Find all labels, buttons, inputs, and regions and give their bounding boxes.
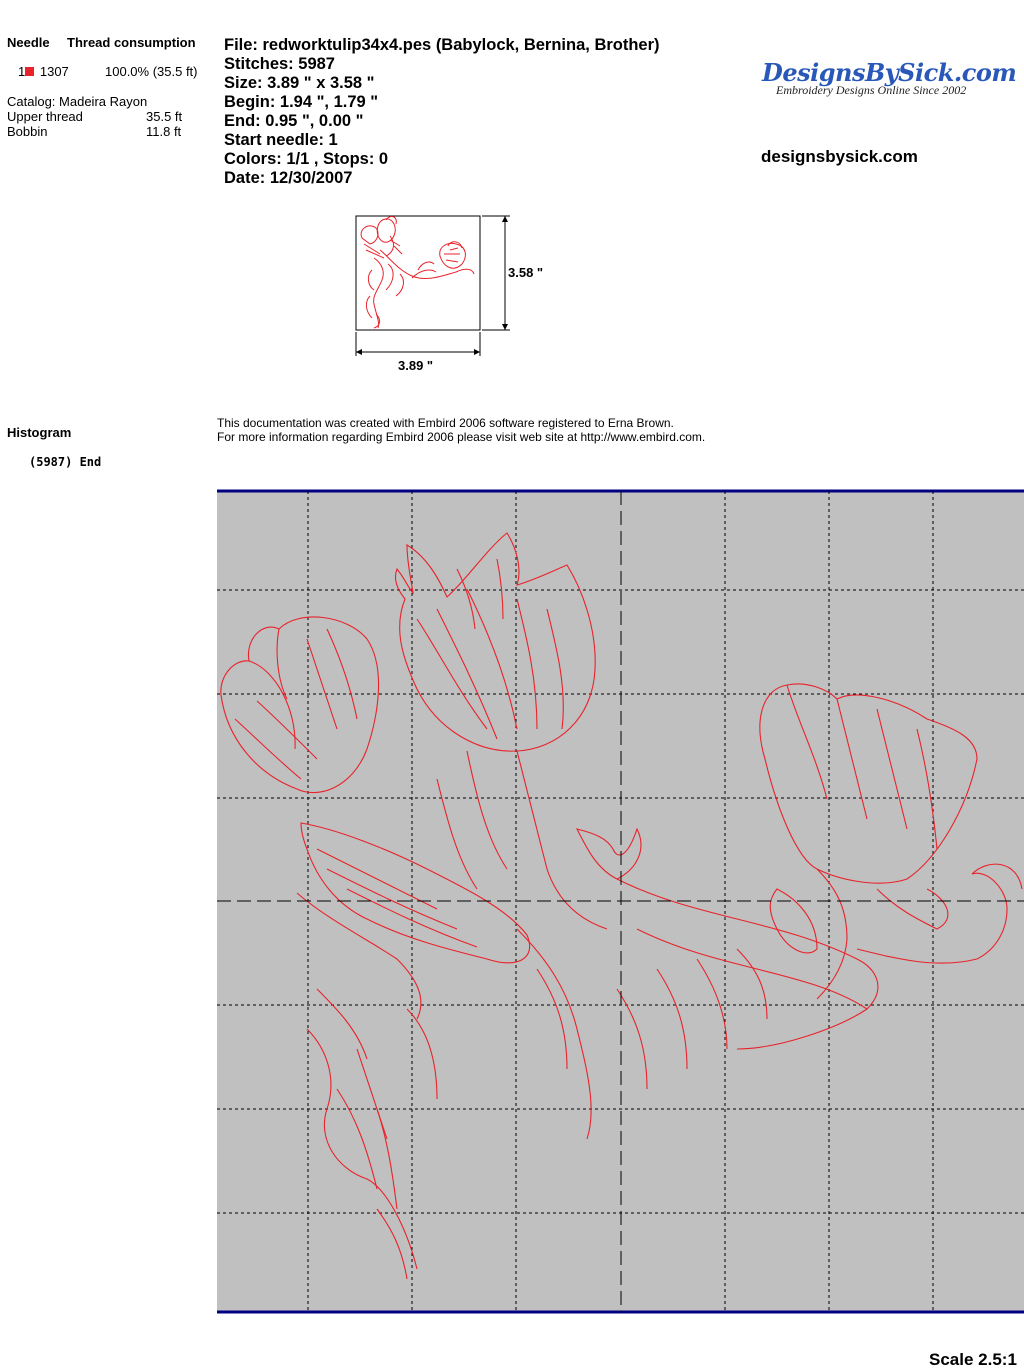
colors-line: Colors: 1/1 , Stops: 0 [224,150,389,168]
scale-label: Scale 2.5:1 [929,1350,1017,1369]
upper-thread-label: Upper thread [7,109,83,124]
website-label[interactable]: designsbysick.com [761,147,918,166]
designsbysick-logo [762,58,1016,98]
date-line: Date: 12/30/2007 [224,169,353,187]
thread-consumption-value: 100.0% (35.5 ft) [105,64,198,79]
thread-consumption-header: Thread consumption [67,35,196,50]
histogram-entry: (5987) End [29,455,102,469]
logo-text: DesignsBySick.com [762,58,1017,87]
thread-row [18,64,69,79]
needle-header: Needle [7,35,50,50]
thread-color-swatch [25,67,34,76]
start-needle-line: Start needle: 1 [224,131,338,149]
begin-line: Begin: 1.94 ", 1.79 " [224,93,379,111]
upper-thread-value: 35.5 ft [146,109,183,124]
thumbnail-height-label: 3.58 " [508,265,544,280]
embird-note-line-1: This documentation was created with Embird 2006 software registered to Erna Brown. [217,416,674,430]
file-line: File: redworktulip34x4.pes (Babylock, Bernina, Brother) [224,36,660,54]
catalog-label: Catalog: Madeira Rayon [7,94,148,109]
design-thumbnail [350,210,560,380]
size-line: Size: 3.89 " x 3.58 " [224,74,375,92]
thread-color-code: 1307 [39,64,69,79]
thumbnail-width-label: 3.89 " [398,358,434,373]
bobbin-label: Bobbin [7,124,48,139]
end-line: End: 0.95 ", 0.00 " [224,112,364,130]
logo-tagline: Embroidery Designs Online Since 2002 [776,83,967,97]
histogram-title: Histogram [7,425,72,440]
bobbin-value: 11.8 ft [146,124,182,139]
needle-number: 1 [18,64,26,79]
embird-note-line-2: For more information regarding Embird 2006 please visit web site at http://www.embird.com. [217,430,706,444]
stitches-line: Stitches: 5987 [224,55,335,73]
design-info [224,36,660,188]
design-preview [217,489,1024,1315]
